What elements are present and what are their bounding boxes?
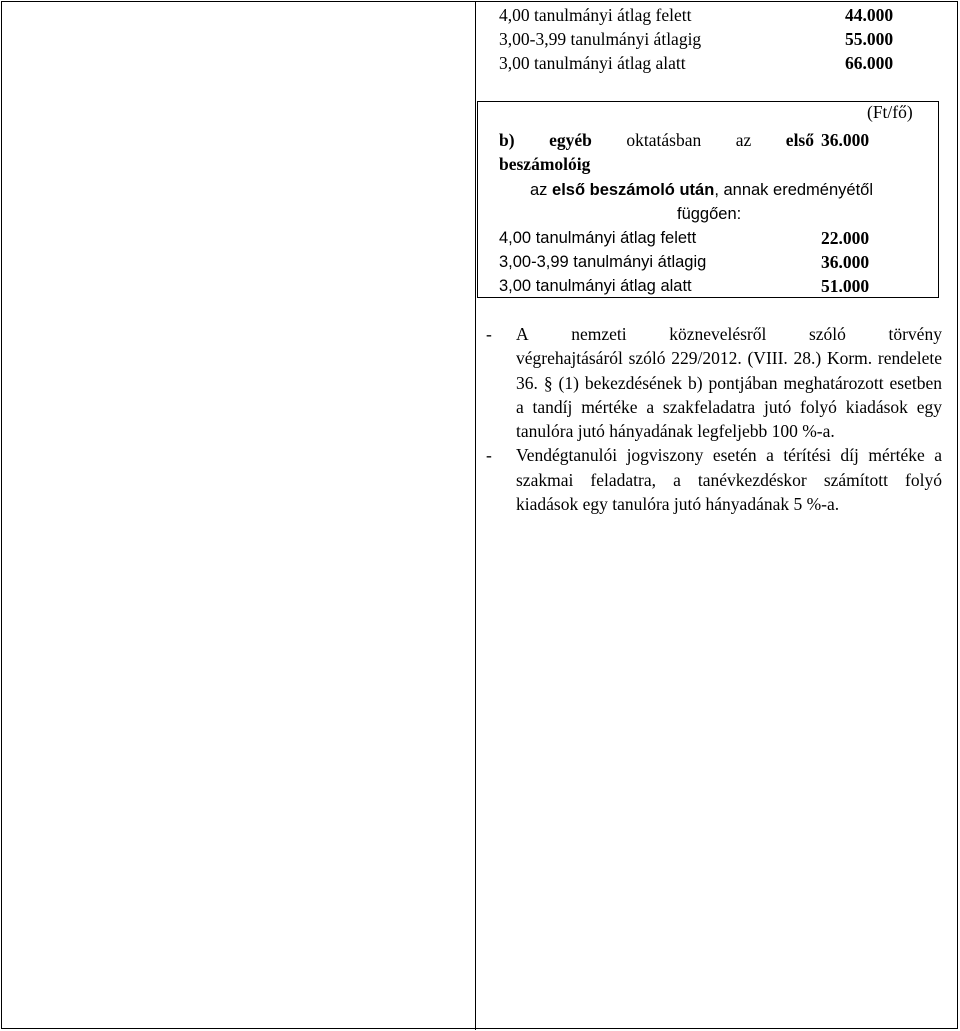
table-cell-label: 4,00 tanulmányi átlag felett (499, 5, 692, 25)
table-cell-value: 51.000 (821, 276, 870, 296)
table-cell-value: 55.000 (845, 29, 894, 49)
category-b-word: egyéb (549, 130, 592, 150)
column-divider (475, 1, 476, 1030)
note-word: nemzeti (571, 324, 627, 344)
note-word: A (516, 324, 529, 344)
table-cell-value: 44.000 (845, 5, 894, 25)
table-cell-label: 4,00 tanulmányi átlag felett (499, 229, 697, 247)
table-row (477, 27, 938, 51)
category-b-word: oktatásban (626, 130, 702, 150)
table-cell-value: 36.000 (821, 252, 870, 272)
after-report-heading-line2: függően: (677, 205, 742, 223)
note-word: törvény (888, 324, 942, 344)
after-report-bold: első beszámoló után (552, 181, 715, 199)
table-cell-label: 3,00-3,99 tanulmányi átlagig (499, 29, 702, 49)
list-item (486, 443, 942, 516)
after-report-prefix: az (530, 181, 553, 199)
category-b-heading-line2: beszámolóig (499, 154, 591, 174)
note-word: szóló (808, 324, 846, 344)
category-b-prefix: b) (499, 130, 515, 150)
list-item (486, 322, 942, 443)
table-cell-label: 3,00-3,99 tanulmányi átlagig (499, 253, 707, 271)
list-dash: - (486, 324, 492, 344)
table-cell-label: 3,00 tanulmányi átlag alatt (499, 53, 686, 73)
category-b-heading (499, 128, 814, 152)
category-b-word: első (785, 130, 814, 150)
note-text: végrehajtásáról szóló 229/2012. (VIII. 28.) Korm. rendelete 36. § (1) bekezdésének b) pontjában meghatározott esetben a tandíj mértéke a szakfeladatra jutó folyó kiadások egy tanulóra jutó hányadának legfeljebb 100 %-a. (516, 348, 942, 442)
note-word: köznevelésről (669, 324, 767, 344)
category-b-value: 36.000 (821, 130, 870, 150)
fee-table-top (477, 3, 938, 75)
note-text: Vendégtanulói jogviszony esetén a térítési díj mértéke a szakmai feladatra, a tanévkezdéskor számított folyó kiadások egy tanulóra jutó hányadának 5 %-a. (516, 445, 942, 515)
table-row (477, 3, 938, 27)
table-cell-value: 66.000 (845, 53, 894, 73)
note-first-line (516, 322, 942, 346)
table-cell-label: 3,00 tanulmányi átlag alatt (499, 277, 692, 295)
table-cell-value: 22.000 (821, 228, 870, 248)
fee-box-other-education (477, 101, 939, 298)
after-report-rest: , annak eredményétől (714, 181, 873, 199)
category-b-word: az (735, 130, 752, 150)
list-dash: - (486, 445, 492, 466)
after-report-heading (530, 178, 873, 202)
table-row (477, 51, 938, 75)
unit-label: (Ft/fő) (867, 102, 913, 122)
notes-list (486, 322, 942, 516)
